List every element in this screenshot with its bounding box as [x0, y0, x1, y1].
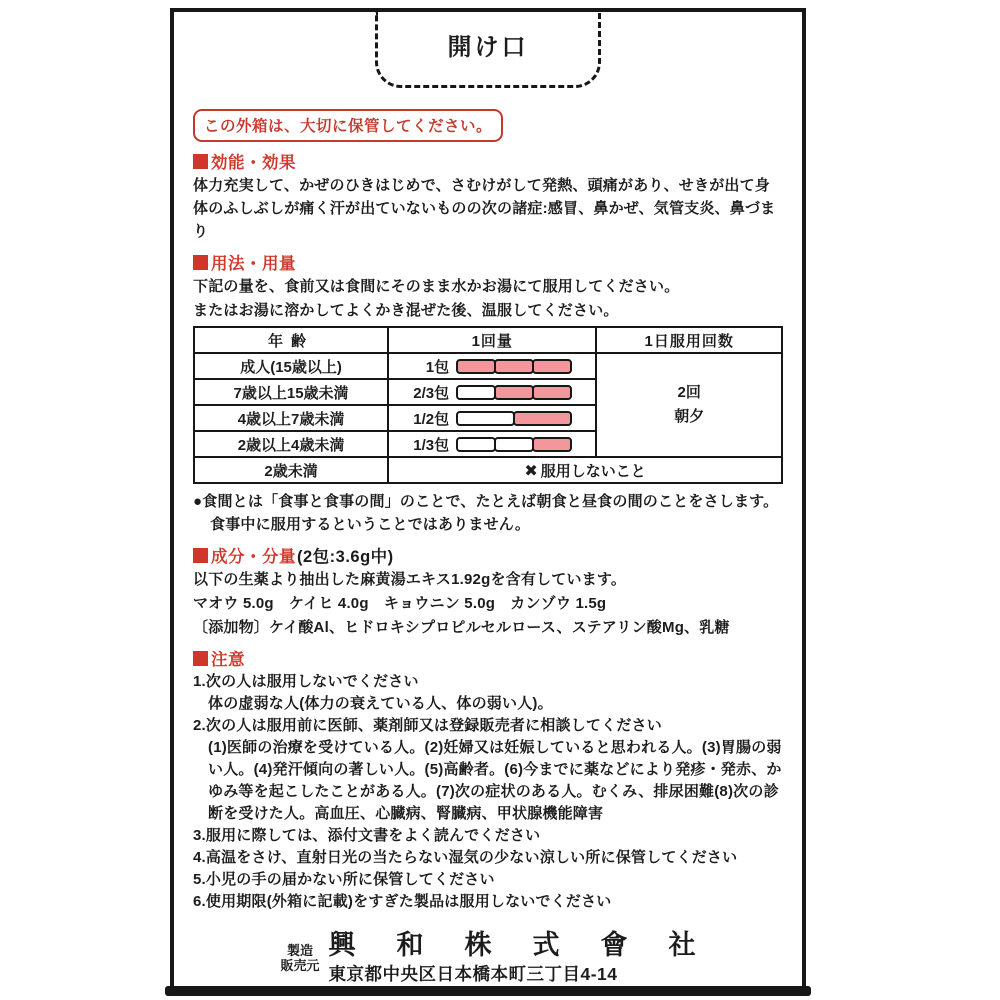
col-header-age: 年齢	[194, 327, 388, 353]
dose-amount-label: 2/3包	[413, 384, 450, 402]
opening-label: 開け口	[447, 34, 529, 61]
medicine-box-back-panel	[170, 8, 806, 990]
meal-interval-note	[193, 490, 783, 536]
frequency-when: 朝夕	[674, 408, 705, 425]
section-heading-precautions	[193, 646, 783, 670]
dose-cell	[388, 379, 596, 405]
ingredients-heading-suffix: (2包:3.6g中)	[297, 548, 394, 566]
dose-amount-label: 1/3包	[413, 436, 450, 454]
dose-bar-segment-fill	[532, 359, 572, 374]
dose-bar-segment-fill	[532, 385, 572, 400]
ingredients-line2: マオウ 5.0g ケイヒ 4.0g キョウニン 5.0g カンゾウ 1.5g	[193, 595, 607, 612]
precaution-item	[193, 825, 783, 847]
precaution-item	[193, 869, 783, 891]
section-heading-ingredients	[193, 543, 783, 567]
meal-interval-note-text: 食間とは「食事と食事の間」のことで、たとえば朝食と昼食の間のことをさします。食事中に服用するということではありません。	[202, 493, 779, 533]
precaution-item	[193, 715, 783, 825]
dose-amount-label: 1包	[425, 358, 450, 376]
col-header-dose: 1回量	[388, 327, 596, 353]
dosage-row-under2	[194, 457, 782, 483]
age-cell: 成人(15歳以上)	[194, 353, 388, 379]
red-square-bullet-icon	[193, 548, 208, 563]
dose-bar-segment-empty	[456, 385, 496, 400]
precaution-item	[193, 671, 783, 715]
frequency-times: 2回	[677, 384, 701, 401]
dose-bar	[456, 359, 572, 374]
age-cell: 7歳以上15歳未満	[194, 379, 388, 405]
dose-bar-segment-empty	[456, 437, 496, 452]
frequency-cell	[596, 353, 782, 457]
section-heading-efficacy	[193, 149, 783, 173]
precaution-item	[193, 847, 783, 869]
red-square-bullet-icon	[193, 651, 208, 666]
do-not-use-text: 服用しないこと	[540, 462, 646, 480]
precaution-text: 4.高温をさけ、直射日光の当たらない湿気の少ない涼しい所に保管してください	[193, 849, 738, 866]
ingredients-heading-label: 成分・分量	[211, 548, 296, 566]
dosage-intro-line1: 下記の量を、食前又は食間にそのまま水かお湯にて服用してください。	[193, 278, 680, 295]
company-name-and-address	[328, 930, 737, 986]
age-cell: 4歳以上7歳未満	[194, 405, 388, 431]
dose-bar	[456, 411, 572, 426]
box-opening-flap-outline	[375, 12, 601, 88]
red-square-bullet-icon	[193, 255, 208, 270]
red-square-bullet-icon	[193, 154, 208, 169]
precaution-text: 5.小児の手の届かない所に保管してください	[193, 871, 495, 888]
company-address: 東京都中央区日本橋本町三丁目4-14	[328, 964, 618, 984]
role-line-distributor: 販売元	[280, 958, 320, 973]
dosage-table	[193, 326, 783, 484]
dose-cell	[388, 353, 596, 379]
dosage-intro-line2: またはお湯に溶かしてよくかき混ぜた後、温服してください。	[193, 302, 619, 319]
ingredients-line3: 〔添加物〕ケイ酸Al、ヒドロキシプロピルセルロース、ステアリン酸Mg、乳糖	[193, 619, 730, 636]
dose-amount-label: 1/2包	[413, 410, 450, 428]
x-mark-icon: ✖	[524, 462, 538, 480]
section-heading-dosage	[193, 250, 783, 274]
keep-box-notice: この外箱は、大切に保管してください。	[193, 109, 503, 142]
precautions-heading-label: 注意	[211, 651, 245, 669]
company-name: 興和株式會社	[328, 930, 737, 960]
dose-bar-segment-fill	[494, 385, 534, 400]
dose-bar-segment-fill	[513, 411, 572, 426]
efficacy-body-text: 体力充実して、かぜのひきはじめで、さむけがして発熱、頭痛があり、せきが出て身体のふしぶしが痛く汗が出ていないものの次の諸症:感冒、鼻かぜ、気管支炎、鼻づまり	[193, 177, 776, 240]
dosage-table-header-row	[194, 327, 782, 353]
manufacturer-block	[193, 930, 783, 986]
dose-cell	[388, 431, 596, 457]
precaution-text: 3.服用に際しては、添付文書をよく読んでください	[193, 827, 541, 844]
do-not-use-cell	[388, 457, 782, 483]
dose-bar-segment-fill	[494, 359, 534, 374]
manufacturer-role-label	[280, 943, 319, 973]
dose-bar	[456, 437, 572, 452]
dot-bullet-icon: ●	[193, 493, 203, 510]
dose-bar-segment-empty	[494, 437, 534, 452]
precaution-text: 2.次の人は服用前に医師、薬剤師又は登録販売者に相談してください	[193, 717, 662, 734]
dose-bar	[456, 385, 572, 400]
role-line-manufacture: 製造	[286, 943, 313, 958]
precaution-subtext: (1)医師の治療を受けている人。(2)妊婦又は妊娠していると思われる人。(3)胃腸の弱い人。(4)発汗傾向の著しい人。(5)高齢者。(6)今までに薬などにより発疹・発赤、かゆみ等を起こしたことがある人。(7)次の症状のある人。むくみ、排尿困難(8)次の診断を受けた人。高血圧、心臓病、腎臓病、甲状腺機能障害	[208, 739, 782, 822]
precaution-item	[193, 891, 783, 913]
dosage-row-adult	[194, 353, 782, 379]
dosage-heading-label: 用法・用量	[211, 255, 296, 273]
precaution-subtext: 体の虚弱な人(体力の衰えている人、体の弱い人)。	[208, 695, 553, 712]
efficacy-heading-label: 効能・効果	[211, 154, 296, 172]
col-header-frequency: 1日服用回数	[596, 327, 782, 353]
dose-bar-segment-empty	[456, 411, 515, 426]
dose-cell	[388, 405, 596, 431]
precaution-text: 6.使用期限(外箱に記載)をすぎた製品は服用しないでください	[193, 893, 612, 910]
age-cell: 2歳以上4歳未満	[194, 431, 388, 457]
precaution-text: 1.次の人は服用しないでください	[193, 673, 419, 690]
age-cell: 2歳未満	[194, 457, 388, 483]
dose-bar-segment-fill	[456, 359, 496, 374]
dose-bar-segment-fill	[532, 437, 572, 452]
ingredients-line1: 以下の生薬より抽出した麻黄湯エキス1.92gを含有しています。	[193, 571, 627, 588]
